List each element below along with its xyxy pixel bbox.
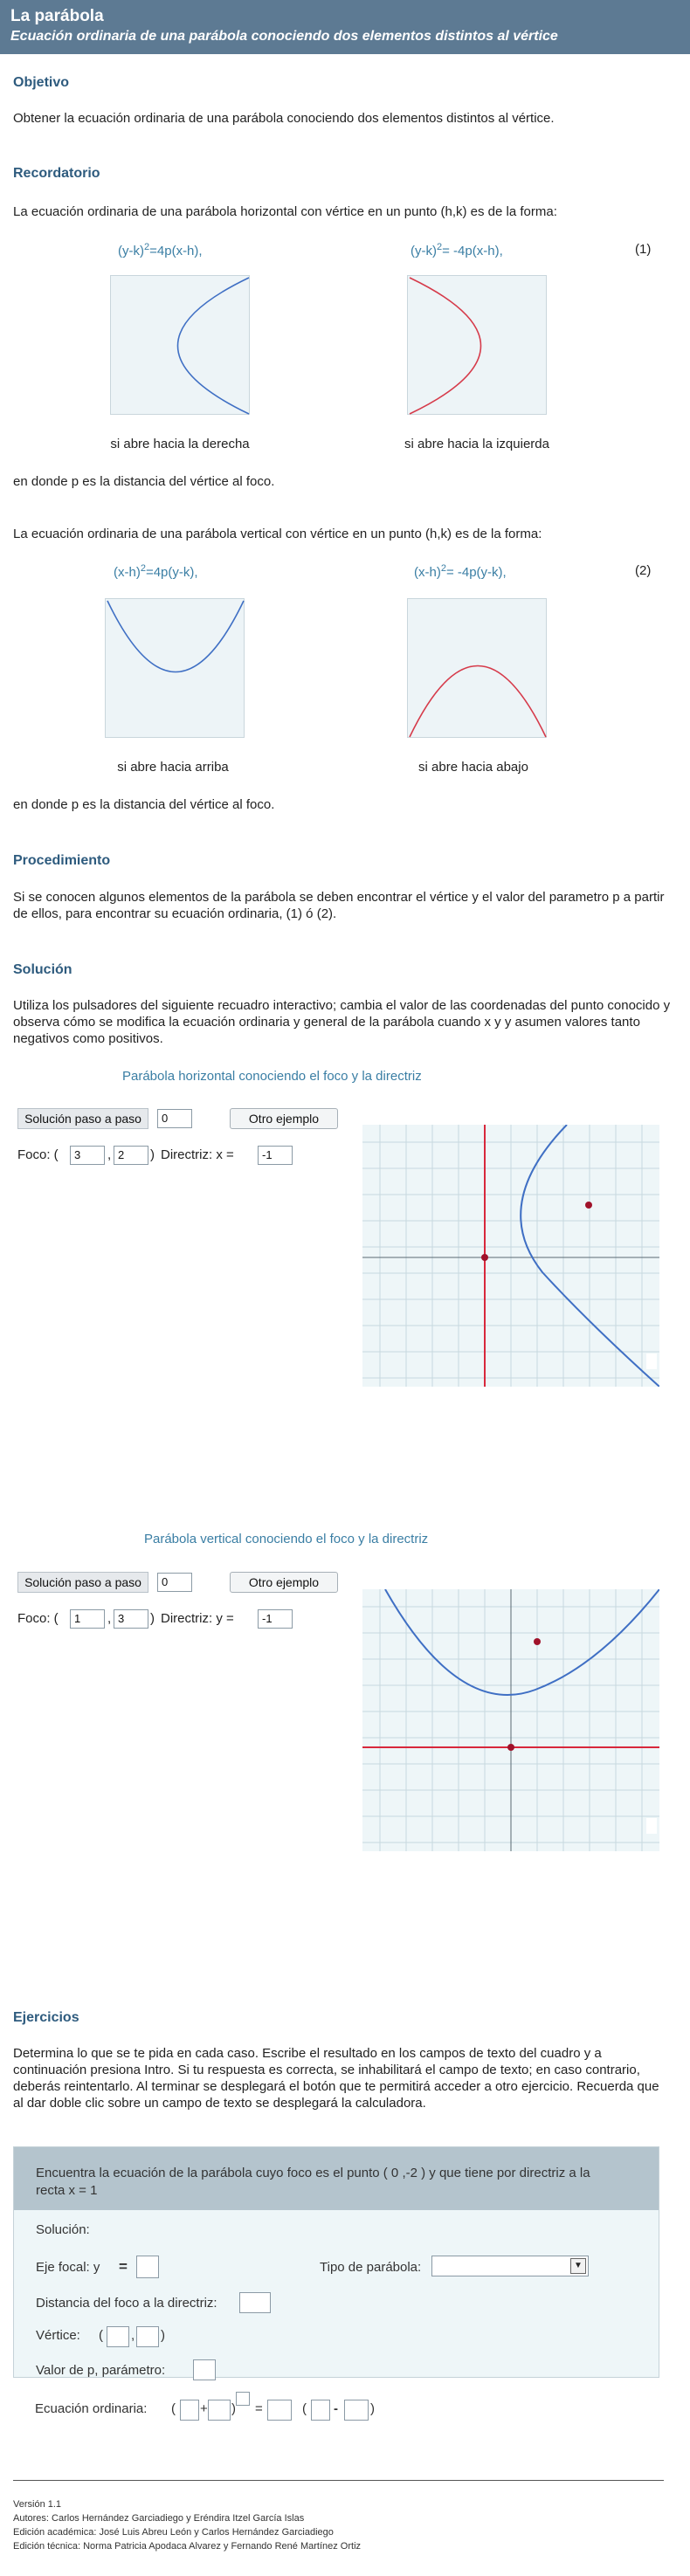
foco-x-input-2[interactable]: 1 [70, 1609, 105, 1629]
vertice-open: ( [99, 2328, 103, 2343]
equation-number-2: (2) [635, 563, 652, 578]
eje-focal-input[interactable] [136, 2256, 159, 2278]
ecuacion-equals: = [255, 2401, 263, 2416]
plot-opens-down [407, 598, 547, 738]
ecuacion-open-2: ( [302, 2401, 307, 2416]
solucion-label: Solución: [36, 2222, 90, 2237]
foco-separator: , [107, 1147, 112, 1162]
heading-procedimiento: Procedimiento [13, 853, 111, 868]
foco-label: Foco: ( [17, 1147, 59, 1162]
plot-opens-up [105, 598, 245, 738]
p-note-1: en donde p es la distancia del vértice al foco. [13, 474, 275, 489]
formula-horizontal-left: $(y-k)^2= -4p(x-h)$, [411, 242, 503, 258]
ecuacion-close-2: ) [370, 2401, 375, 2416]
foco-y-input-2[interactable]: 3 [114, 1609, 148, 1629]
page-subtitle: Ecuación ordinaria de una parábola conociendo dos elementos distintos al vértice [10, 29, 558, 44]
graph-vertical[interactable] [362, 1589, 659, 1851]
solucion-text: Utiliza los pulsadores del siguiente recuadro interactivo; cambia el valor de las coordenadas del punto conocido y observa cómo se modifica la ecuación ordinaria y general de la parábola cuando x y y asumen valores tanto negativos como positivos. [13, 998, 671, 1046]
foco-label-2: Foco: ( [17, 1611, 59, 1626]
p-label: Valor de p, parámetro: [36, 2363, 166, 2378]
directriz-label: Directriz: x = [161, 1147, 234, 1162]
caption-down: si abre hacia abajo [418, 760, 528, 775]
graph-horizontal[interactable] [362, 1125, 659, 1387]
formula-vertical-down: $(x-h)^2= -4p(y-k)$, [414, 563, 507, 580]
exercise-panel [13, 2146, 659, 2378]
equation-number-1: (1) [635, 242, 652, 257]
objetivo-text: Obtener la ecuación ordinaria de una parábola conociendo dos elementos distintos al vértice. [13, 111, 555, 126]
formula-horizontal-right: $(y-k)^2=4p(x-h)$, [118, 242, 203, 258]
procedimiento-text: Si se conocen algunos elementos de la parábola se deben encontrar el vértice y el valor del parametro p a partir de ellos, para encontrar su ecuación ordinaria, (1) ó (2). [13, 890, 665, 921]
heading-solucion: Solución [13, 962, 72, 977]
page-title: La parábola [10, 7, 104, 25]
other-example-button-2[interactable]: Otro ejemplo [230, 1572, 338, 1593]
footer-divider [13, 2480, 664, 2481]
ecuacion-term-2-input[interactable] [208, 2400, 231, 2421]
vertice-label: Vértice: [36, 2328, 80, 2343]
ecuacion-open-1: ( [171, 2401, 176, 2416]
caption-up: si abre hacia arriba [117, 760, 229, 775]
ecuacion-term-1-input[interactable] [180, 2400, 199, 2421]
footer-edicion-tecnica: Edición técnica: Norma Patricia Apodaca Alvarez y Fernando René Martínez Ortiz [13, 2541, 362, 2552]
ecuacion-coef-input[interactable] [267, 2400, 292, 2421]
vertice-y-input[interactable] [136, 2326, 159, 2347]
plot-opens-right [110, 275, 250, 415]
ecuacion-plus: + [200, 2401, 208, 2416]
foco-close-2: ) [150, 1611, 155, 1626]
formula-vertical-up: $(x-h)^2=4p(y-k)$, [114, 563, 198, 580]
foco-separator-2: , [107, 1611, 112, 1626]
ecuacion-term-3-input[interactable] [311, 2400, 330, 2421]
eje-focal-equals: = [119, 2258, 128, 2275]
interactive-horizontal-title: Parábola horizontal conociendo el foco y la directriz [122, 1069, 422, 1084]
caption-left: si abre hacia la izquierda [404, 437, 549, 451]
ecuacion-term-4-input[interactable] [344, 2400, 369, 2421]
other-example-button[interactable]: Otro ejemplo [230, 1108, 338, 1129]
heading-ejercicios: Ejercicios [13, 2010, 79, 2025]
ecuacion-exponent-input[interactable] [236, 2392, 250, 2406]
foco-close: ) [150, 1147, 155, 1162]
intro-vertical: La ecuación ordinaria de una parábola vertical con vértice en un punto (h,k) es de la forma: [13, 527, 542, 541]
intro-horizontal: La ecuación ordinaria de una parábola horizontal con vértice en un punto (h,k) es de la forma: [13, 204, 557, 219]
distancia-label: Distancia del foco a la directriz: [36, 2296, 217, 2311]
heading-objetivo: Objetivo [13, 75, 70, 90]
chevron-down-icon[interactable]: ▼ [570, 2258, 586, 2274]
step-counter-input-2[interactable]: 0 [157, 1573, 192, 1592]
directriz-input[interactable]: -1 [258, 1146, 293, 1165]
ecuacion-label: Ecuación ordinaria: [35, 2401, 148, 2416]
foco-y-input[interactable]: 2 [114, 1146, 148, 1165]
footer-autores: Autores: Carlos Hernández Garciadiego y Eréndira Itzel García Islas [13, 2513, 305, 2524]
plot-opens-left [407, 275, 547, 415]
directriz-label-2: Directriz: y = [161, 1611, 234, 1626]
step-by-step-button-2[interactable]: Solución paso a paso [17, 1572, 148, 1593]
eje-focal-label: Eje focal: y [36, 2260, 100, 2275]
caption-right: si abre hacia la derecha [110, 437, 250, 451]
vertice-close: ) [161, 2328, 165, 2343]
step-by-step-button[interactable]: Solución paso a paso [17, 1108, 148, 1129]
page-header [0, 0, 690, 54]
exercise-prompt: Encuentra la ecuación de la parábola cuyo foco es el punto ( 0 ,-2 ) y que tiene por directriz a la recta x = 1 [36, 2166, 590, 2198]
foco-x-input[interactable]: 3 [70, 1146, 105, 1165]
ejercicios-text: Determina lo que se te pida en cada caso. Escribe el resultado en los campos de texto del cuadro y a continuación presiona Intro. Si tu respuesta es correcta, se inhabilitará el campo de texto; en caso contrario, deberás reintentarlo. Al terminar se desplegará el botón que te permitirá acceder a otro ejercicio. Recuerda que al dar doble clic sobre un campo de texto se desplegará la calculadora. [13, 2046, 659, 2111]
heading-recordatorio: Recordatorio [13, 166, 100, 181]
tipo-label: Tipo de parábola: [320, 2260, 422, 2275]
footer-version: Versión 1.1 [13, 2499, 62, 2510]
step-counter-input[interactable]: 0 [157, 1109, 192, 1128]
p-note-2: en donde p es la distancia del vértice al foco. [13, 797, 275, 812]
tipo-select[interactable] [431, 2256, 589, 2276]
footer-edicion-academica: Edición académica: José Luis Abreu León y Carlos Hernández Garciadiego [13, 2527, 334, 2538]
directriz-input-2[interactable]: -1 [258, 1609, 293, 1629]
vertice-x-input[interactable] [107, 2326, 129, 2347]
p-input[interactable] [193, 2359, 216, 2380]
distancia-input[interactable] [239, 2292, 271, 2313]
ecuacion-minus: - [334, 2401, 338, 2416]
vertice-separator: , [131, 2328, 135, 2343]
ecuacion-close-1: ) [231, 2401, 236, 2416]
interactive-vertical-title: Parábola vertical conociendo el foco y la directriz [144, 1532, 429, 1546]
